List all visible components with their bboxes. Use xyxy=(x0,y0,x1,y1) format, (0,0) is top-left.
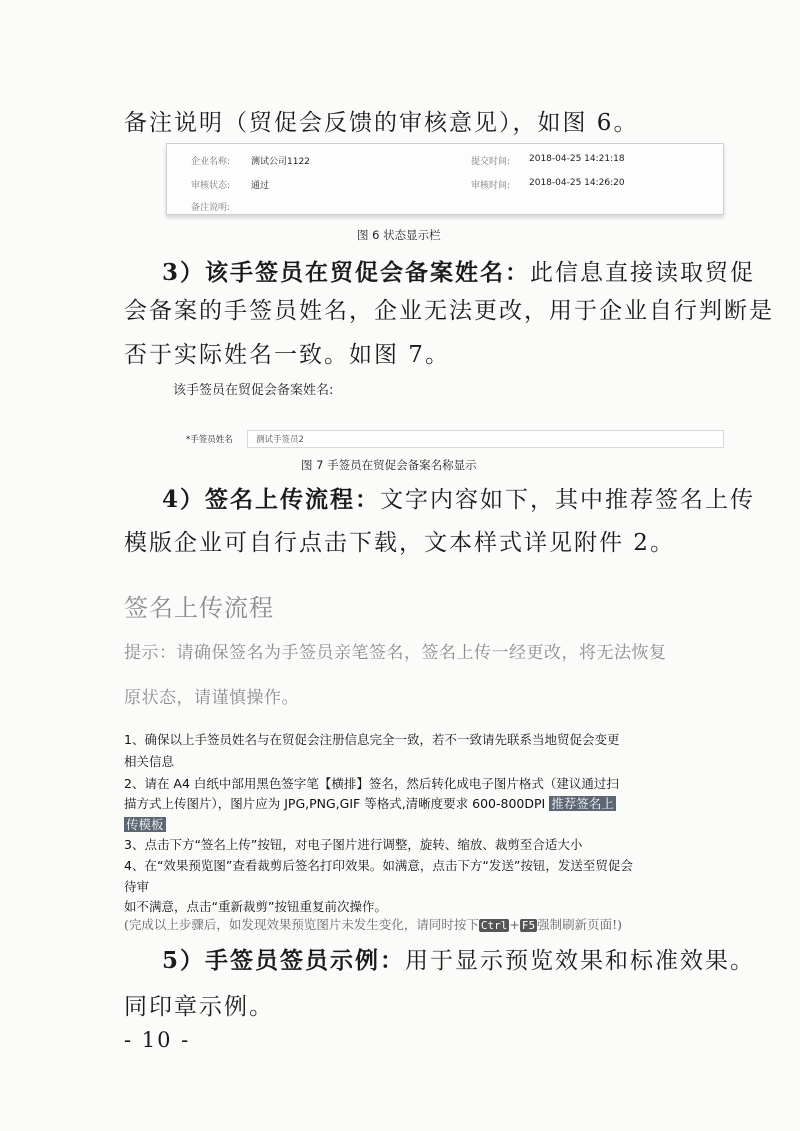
signer-name-value: 测试手签员2 xyxy=(256,435,304,445)
item4-line1-rest: 文字内容如下，其中推荐签名上传 xyxy=(380,487,756,513)
upload-hint-line2: 原状态，请谨慎操作。 xyxy=(124,688,299,708)
signer-name-label: *手签员姓名 xyxy=(186,435,233,445)
item4-line1 xyxy=(162,481,755,514)
plus-sign: + xyxy=(509,917,520,932)
step4-line3: 如不满意，点击“重新裁剪”按钮重复前次操作。 xyxy=(124,899,387,914)
step4-line2: 待审 xyxy=(124,879,150,894)
refresh-note-prefix: (完成以上步骤后，如发现效果预览图片未发生变化，请同时按下 xyxy=(124,917,479,932)
item3-line1-rest: 此信息直接读取贸促 xyxy=(530,260,756,286)
company-value: 测试公司1122 xyxy=(251,157,310,167)
item3-line2: 会备案的手签员姓名，企业无法更改，用于企业自行判断是 xyxy=(124,298,774,324)
step1-line1: 1、确保以上手签员姓名与在贸促会注册信息完全一致，若不一致请先联系当地贸促会变更 xyxy=(124,732,620,747)
item5-line2: 同印章示例。 xyxy=(124,994,274,1020)
template-download-link[interactable]: 推荐签名上 xyxy=(551,796,614,811)
company-label: 企业名称: xyxy=(191,157,231,167)
item5-line1 xyxy=(162,942,755,975)
status-label: 审核状态: xyxy=(191,181,231,191)
ctrl-key-badge: Ctrl xyxy=(480,919,508,932)
figure6-caption: 图 6 状态显示栏 xyxy=(357,228,441,242)
step2-link-wrap xyxy=(124,815,166,833)
figure7-caption: 图 7 手签员在贸促会备案名称显示 xyxy=(301,458,477,472)
signer-name-field xyxy=(247,430,724,448)
step2-line2-text: 描方式上传图片），图片应为 JPG,PNG,GIF 等格式,清晰度要求 600-800DPI xyxy=(124,796,546,811)
refresh-note-suffix: 强制刷新页面!) xyxy=(537,917,623,932)
item3-line1 xyxy=(162,254,755,287)
figure7-title: 该手签员在贸促会备案姓名: xyxy=(173,383,334,398)
status-panel xyxy=(166,143,724,215)
step4-line1: 4、在“效果预览图”查看裁剪后签名打印效果。如满意，点击下方“发送”按钮，发送至贸促会 xyxy=(124,858,633,873)
item3-line3: 否于实际姓名一致。如图 7。 xyxy=(124,342,450,368)
step2-line1: 2、请在 A4 白纸中部用黑色签字笔【横排】签名，然后转化成电子图片格式（建议通过扫 xyxy=(124,776,619,791)
item5-heading: 5）手签员签员示例： xyxy=(162,947,406,974)
intro-paragraph: 备注说明（贸促会反馈的审核意见），如图 6。 xyxy=(124,110,639,136)
upload-hint-line1: 提示：请确保签名为手签员亲笔签名，签名上传一经更改，将无法恢复 xyxy=(124,643,667,663)
step3: 3、点击下方“签名上传”按钮，对电子图片进行调整，旋转、缩放、裁剪至合适大小 xyxy=(124,837,583,852)
review-time-label: 审核时间: xyxy=(471,181,511,191)
remark-label: 备注说明: xyxy=(191,203,231,213)
item4-heading: 4）签名上传流程： xyxy=(162,486,381,513)
template-download-link-cont[interactable]: 传模板 xyxy=(126,817,164,832)
upload-section-title: 签名上传流程 xyxy=(124,594,274,622)
submit-time-value: 2018-04-25 14:21:18 xyxy=(529,154,625,164)
item4-line2: 模版企业可自行点击下载，文本样式详见附件 2。 xyxy=(124,530,675,556)
item5-line1-rest: 用于显示预览效果和标准效果。 xyxy=(405,948,756,974)
step1-line2: 相关信息 xyxy=(124,754,175,769)
review-time-value: 2018-04-25 14:26:20 xyxy=(529,178,625,188)
f5-key-badge: F5 xyxy=(521,919,536,932)
submit-time-label: 提交时间: xyxy=(471,157,511,167)
page-number: - 10 - xyxy=(124,1028,191,1052)
status-value: 通过 xyxy=(251,181,270,191)
item3-heading: 3）该手签员在贸促会备案姓名： xyxy=(162,259,531,286)
step2-line2 xyxy=(124,794,616,812)
refresh-note xyxy=(124,915,622,933)
